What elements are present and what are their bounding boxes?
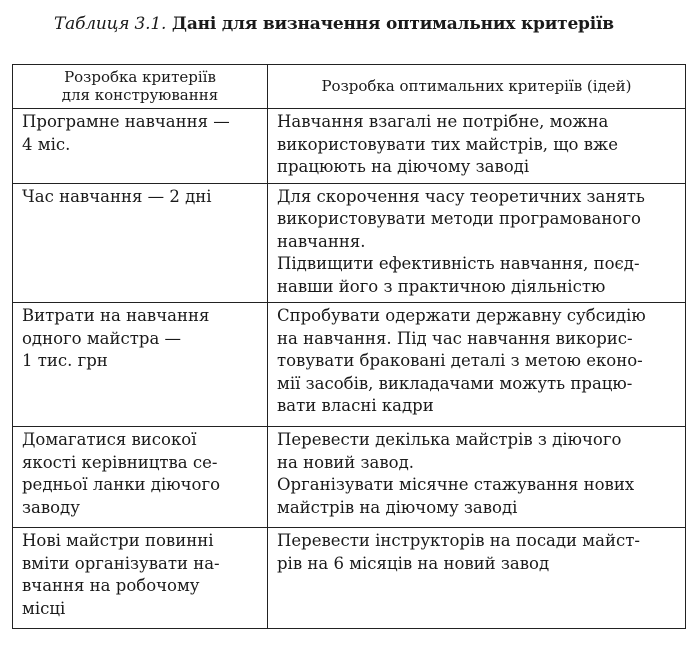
cell-line: використовувати тих майстрів, що вже — [277, 134, 618, 154]
cell-line: використовувати методи програмованого — [277, 209, 641, 228]
caption-title: Дані для визначення оптимальних критеріїв — [171, 14, 614, 34]
cell-line: Підвищити ефективність навчання, поєд- — [277, 254, 640, 273]
cell-line: рів на 6 місяців на новий завод — [277, 553, 550, 573]
header-line: Розробка критеріїв — [64, 68, 216, 86]
cell-line: якості керівництва се- — [22, 452, 218, 472]
cell-line: заводу — [22, 497, 80, 517]
cell-line: Час навчання — 2 дні — [22, 186, 212, 206]
table-header-row — [13, 65, 686, 109]
table-row — [13, 183, 686, 303]
cell-line: Організувати місячне стажування нових — [277, 475, 635, 494]
table-caption — [54, 14, 684, 34]
criterion-cell — [13, 427, 268, 528]
criterion-cell — [13, 109, 268, 184]
cell-line: на навчання. Під час навчання викорис- — [277, 328, 633, 348]
cell-line: Перевести декілька майстрів з діючого — [277, 430, 622, 449]
cell-line: навши його з практичною діяльністю — [277, 276, 606, 296]
cell-line: Витрати на навчання — [22, 306, 210, 325]
table-row — [13, 109, 686, 184]
table-row — [13, 303, 686, 427]
cell-line: місці — [22, 598, 66, 618]
cell-line: вчання на робочому — [22, 576, 200, 595]
cell-line: на новий завод. — [277, 452, 415, 472]
header-line: для конструювання — [61, 86, 219, 104]
cell-line: майстрів на діючому заводі — [277, 497, 518, 517]
table-row — [13, 427, 686, 528]
cell-line: редньої ланки діючого — [22, 475, 221, 494]
ideas-cell — [268, 183, 686, 303]
cell-line: 4 міс. — [22, 134, 71, 154]
table-row — [13, 528, 686, 629]
cell-line: мії засобів, викладачами можуть працю- — [277, 373, 633, 393]
cell-line: працюють на діючому заводі — [277, 157, 530, 176]
criterion-cell — [13, 303, 268, 427]
header-line: Розробка оптимальних критеріїв (ідей) — [321, 77, 632, 95]
criterion-cell — [13, 183, 268, 303]
ideas-cell — [268, 303, 686, 427]
cell-line: Домагатися високої — [22, 430, 197, 449]
cell-line: Нові майстри повинні — [22, 531, 214, 550]
ideas-cell — [268, 427, 686, 528]
ideas-cell — [268, 528, 686, 629]
cell-line: Для скорочення часу теоретичних занять — [277, 186, 645, 206]
header-optimal-ideas — [268, 65, 686, 109]
cell-line: Спробувати одержати державну субсидію — [277, 306, 646, 325]
cell-line: вміти організувати на- — [22, 553, 220, 573]
cell-line: одного майстра — — [22, 328, 182, 348]
cell-line: Програмне навчання — — [22, 112, 230, 131]
cell-line: Навчання взагалі не потрібне, можна — [277, 112, 609, 131]
caption-label: Таблиця 3.1. — [54, 14, 167, 34]
header-criteria-design — [13, 65, 268, 109]
ideas-cell — [268, 109, 686, 184]
cell-line: вати власні кадри — [277, 396, 434, 415]
criteria-table — [12, 64, 686, 629]
cell-line: товувати браковані деталі з метою еконо- — [277, 351, 643, 370]
criterion-cell — [13, 528, 268, 629]
cell-line: Перевести інструкторів на посади майст- — [277, 531, 640, 550]
cell-line: 1 тис. грн — [22, 351, 108, 370]
cell-line: навчання. — [277, 231, 366, 251]
